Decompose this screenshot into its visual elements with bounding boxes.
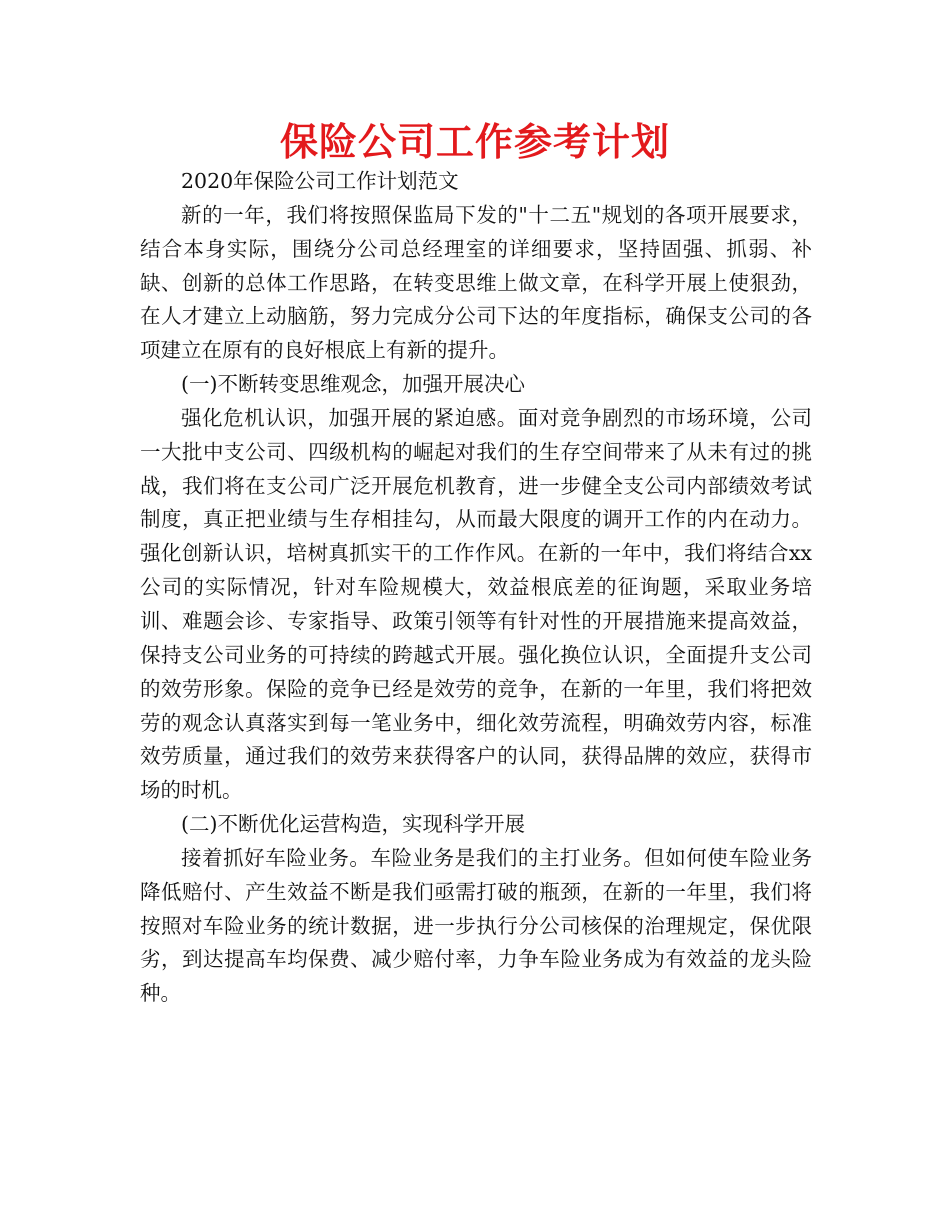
document-title: 保险公司工作参考计划	[279, 120, 670, 164]
paragraph: 强化危机认识，加强开展的紧迫感。面对竞争剧烈的市场环境，公司一大批中支公司、四级机构的崛起对我们的生存空间带来了从未有过的挑战，我们将在支公司广泛开展危机教育，进一步健全支公司内部绩效考试制度，真正把业绩与生存相挂勾，从而最大限度的调开工作的内在动力。强化创新认识，培树真抓实干的工作作风。在新的一年中，我们将结合xx公司的实际情况，针对车险规模大，效益根底差的征询题，采取业务培训、难题会诊、专家指导、政策引领等有针对性的开展措施来提高效益，保持支公司业务的可持续的跨越式开展。强化换位认识，全面提升支公司的效劳形象。保险的竞争已经是效劳的竞争，在新的一年里，我们将把效劳的观念认真落实到每一笔业务中，细化效劳流程，明确效劳内容，标准效劳质量，通过我们的效劳来获得客户的认同，获得品牌的效应，获得市场的时机。	[140, 405, 812, 803]
document-subtitle: 2020年保险公司工作计划范文	[181, 169, 459, 193]
document-body	[140, 165, 812, 1011]
paragraph: 新的一年，我们将按照保监局下发的"十二五"规划的各项开展要求，结合本身实际，围绕分公司总经理室的详细要求，坚持固强、抓弱、补缺、创新的总体工作思路，在转变思维上做文章，在科学开展上使狠劲，在人才建立上动脑筋，努力完成分公司下达的年度指标，确保支公司的各项建立在原有的良好根底上有新的提升。	[140, 202, 812, 363]
paragraph: 接着抓好车险业务。车险业务是我们的主打业务。但如何使车险业务降低赔付、产生效益不断是我们亟需打破的瓶颈，在新的一年里，我们将按照对车险业务的统计数据，进一步执行分公司核保的治理规定，保优限劣，到达提高车均保费、减少赔付率，力争车险业务成为有效益的龙头险种。	[140, 845, 812, 1006]
section-heading: (一)不断转变思维观念，加强开展决心	[181, 372, 525, 397]
section-heading: (二)不断优化运营构造，实现科学开展	[181, 812, 525, 837]
